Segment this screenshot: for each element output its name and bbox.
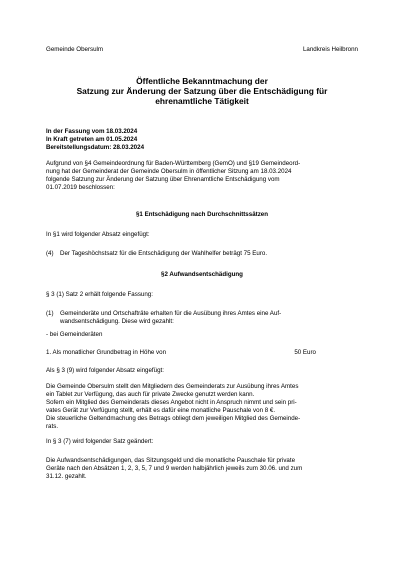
intro-line: Aufgrund von §4 Gemeindeordnung für Baden-Württemberg (GemO) und §19 Gemeindeord- — [46, 160, 301, 167]
section-2-intro: § 3 (1) Satz 2 erhält folgende Fassung: — [46, 291, 153, 298]
payment-paragraph — [46, 457, 358, 481]
paragraph-line: ein Tablet zur Verfügung, das auch für private Zwecke genutzt werden kann. — [46, 391, 255, 398]
document-header — [46, 46, 358, 55]
base-amount-value: 50 Euro — [294, 349, 316, 356]
paragraph-line: Sofern ein Mitglied des Gemeinderats dieses Angebot nicht in Anspruch nimmt und sein pri- — [46, 399, 297, 406]
district-name: Landkreis Heilbronn — [302, 46, 358, 53]
item-line: wandsentschädigung. Diese wird gezahlt: — [60, 318, 174, 325]
base-amount-row — [46, 349, 358, 357]
intro-line: nung hat der Gemeinderat der Gemeinde Obersulm in öffentlicher Sitzung am 18.03.2024 — [46, 168, 292, 175]
intro-line: folgende Satzung zur Änderung der Satzung über Ehrenamtliche Entschädigung vom — [46, 176, 280, 183]
tablet-paragraph — [46, 383, 358, 431]
title-line-3: ehrenamtliche Tätigkeit — [155, 96, 249, 106]
insert-intro: Als § 3 (9) wird folgender Absatz eingefügt: — [46, 367, 164, 374]
item-text: Der Tageshöchstsatz für die Entschädigung der Wahlhelfer beträgt 75 Euro. — [60, 250, 268, 257]
section-2-heading: §2 Aufwandsentschädigung — [161, 271, 243, 278]
title-line-2: Satzung zur Änderung der Satzung über die Entschädigung für — [76, 86, 328, 96]
document-page — [46, 0, 358, 566]
paragraph-line: rats. — [46, 423, 59, 430]
item-number: (4) — [46, 250, 54, 257]
intro-line: 01.07.2019 beschlossen: — [46, 184, 115, 191]
municipality-name: Gemeinde Obersulm — [46, 46, 104, 53]
document-meta — [46, 128, 144, 152]
paragraph-line: Die steuerliche Geltendmachung des Betrags obliegt dem jeweiligen Mitglied des Gemeinde- — [46, 415, 301, 422]
intro-paragraph — [46, 160, 358, 192]
paragraph-line: Geräte nach den Absätzen 1, 2, 3, 5, 7 und 9 werden halbjährlich jeweils zum 30.06. und zum — [46, 465, 303, 472]
title-line-1: Öffentliche Bekanntmachung der — [136, 76, 268, 86]
change-intro: In § 3 (7) wird folgender Satz geändert: — [46, 438, 154, 445]
paragraph-line: 31.12. gezahlt. — [46, 473, 87, 480]
section-1-intro: In §1 wird folgender Absatz eingefügt: — [46, 231, 150, 238]
councillors-subheading: - bei Gemeinderäten — [46, 331, 103, 338]
paragraph-line: Die Aufwandsentschädigungen, das Sitzungsgeld und die monatliche Pauschale für private — [46, 457, 296, 464]
meta-effective-date: In Kraft getreten am 01.05.2024 — [46, 136, 138, 143]
section-2-item — [46, 310, 358, 328]
paragraph-line: vates Gerät zur Verfügung stellt, erhält es dafür eine monatliche Pauschale von 8 €. — [46, 407, 276, 414]
item-line: Gemeinderäte und Ortschafträte erhalten für die Ausübung ihres Amtes eine Auf- — [60, 310, 282, 317]
item-number: (1) — [46, 310, 54, 317]
paragraph-line: Die Gemeinde Obersulm stellt den Mitgliedern des Gemeinderats zur Ausübung ihres Amtes — [46, 383, 299, 390]
section-1-heading: §1 Entschädigung nach Durchschnittssätzen — [135, 211, 269, 218]
item-text — [60, 310, 358, 326]
base-amount-label: 1. Als monatlicher Grundbetrag in Höhe von — [46, 349, 167, 356]
document-title — [46, 76, 358, 106]
meta-version-date: In der Fassung vom 18.03.2024 — [46, 128, 138, 135]
meta-publication-date: Bereitstellungsdatum: 28.03.2024 — [46, 144, 145, 151]
